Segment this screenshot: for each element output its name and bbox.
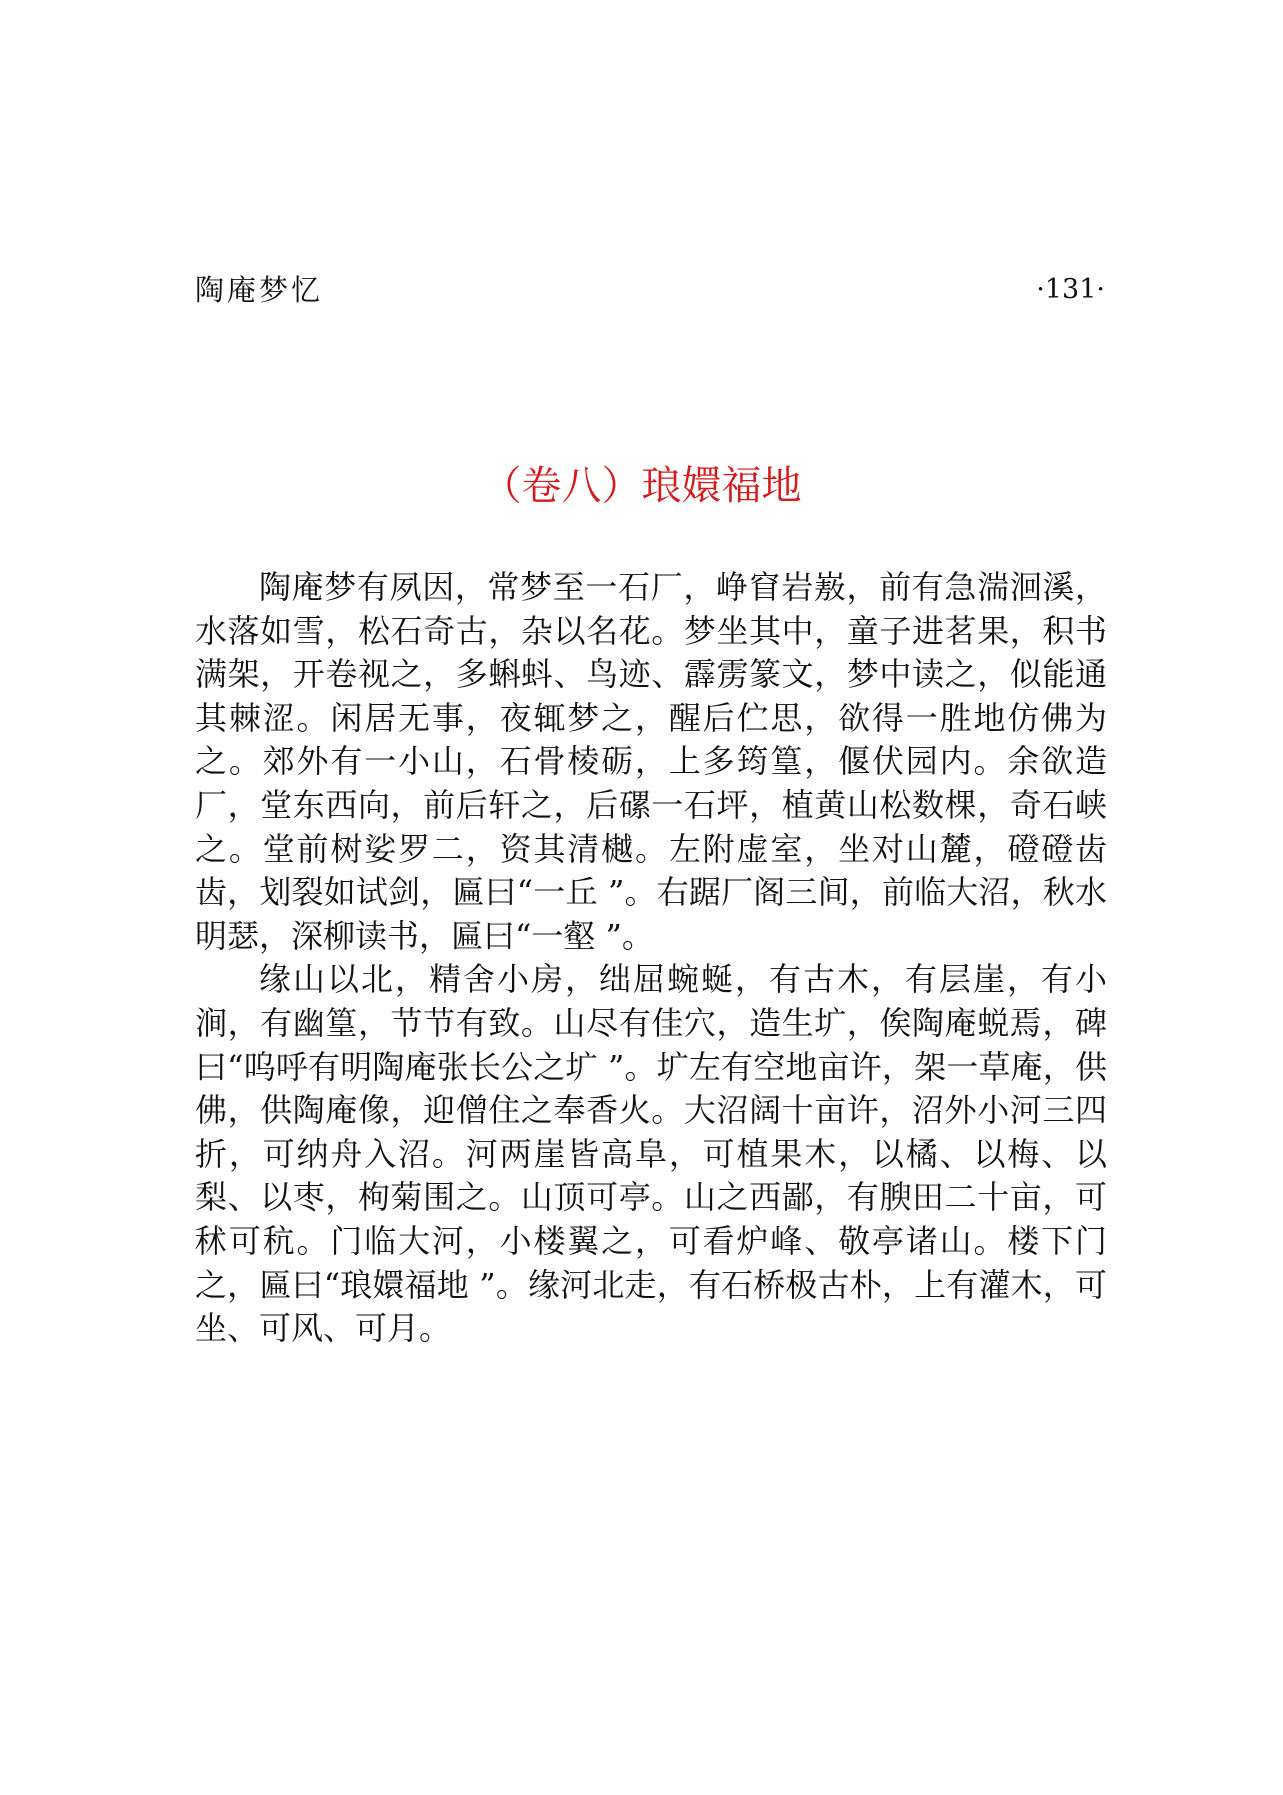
- chapter-title: （卷八）琅嬛福地: [481, 463, 802, 509]
- paragraph: 缘山以北，精舍小房，绌屈蜿蜒，有古木，有层崖，有小涧，有幽篁，节节有致。山尽有佳穴，造生圹，俟陶庵蜕焉，碑曰“呜呼有明陶庵张长公之圹 ”。圹左有空地亩许，架一草庵，供佛，供陶庵像，迎僧住之奉香火。大沼阔十亩许，沼外小河三四折，可纳舟入沼。河两崖皆高阜，可植果木，以橘、以梅、以梨、以枣，枸菊围之。山顶可亭。山之西鄙，有腴田二十亩，可秫可秔。门临大河，小楼翼之，可看炉峰、敬亭诸山。楼下门之，匾曰“琅嬛福地 ”。缘河北走，有石桥极古朴，上有灌木，可坐、可风、可月。: [195, 960, 1107, 1348]
- body-text: [195, 566, 1107, 1351]
- running-header: [195, 270, 1105, 310]
- page-number: ·131·: [1036, 274, 1105, 305]
- book-title: 陶庵梦忆: [195, 273, 324, 307]
- paragraph: 陶庵梦有夙因，常梦至一石厂，峥窅岩㟼，前有急湍洄溪，水落如雪，松石奇古，杂以名花。梦坐其中，童子进茗果，积书满架，开卷视之，多蝌蚪、鸟迹、霹雳篆文，梦中读之，似能通其棘涩。闲居无事，夜辄梦之，醒后伫思，欲得一胜地仿佛为之。郊外有一小山，石骨棱砺，上多筠篁，偃伏园内。余欲造厂，堂东西向，前后轩之，后磥一石坪，植黄山松数棵，奇石峡之。堂前树娑罗二，资其清樾。左附虚室，坐对山麓，磴磴齿齿，划裂如试剑，匾曰“一丘 ”。右踞厂阁三间，前临大沼，秋水明瑟，深柳读书，匾曰“一壑 ”。: [195, 568, 1107, 955]
